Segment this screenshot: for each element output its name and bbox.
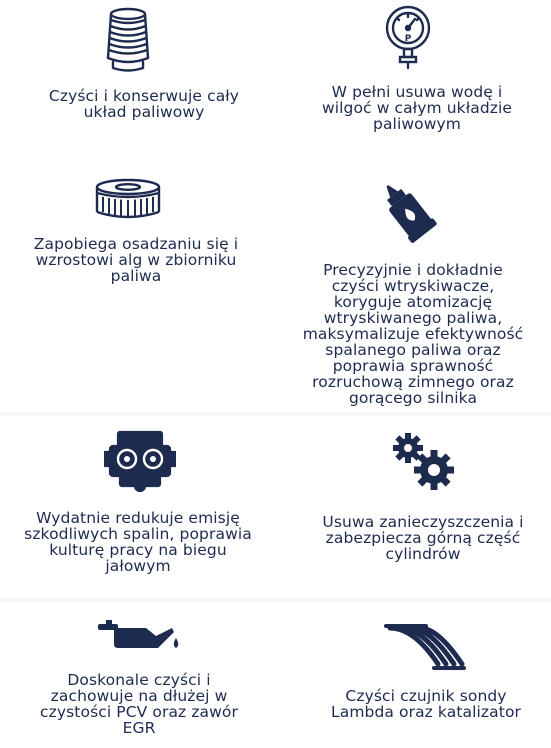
feature-text: W pełni usuwa wodę i wilgoć w całym układzie paliwowym	[321, 83, 513, 133]
svg-text:P: P	[404, 34, 412, 44]
feature-text: Doskonale czyści i zachowuje na dłużej w czystości PCV oraz zawór EGR	[40, 671, 238, 737]
pressure-gauge-icon	[382, 4, 434, 70]
feature-text: Wydatnie redukuje emisję szkodliwych spalin, poprawia kulturę pracy na biegu jałowym	[24, 509, 252, 575]
feature-text: Czyści i konserwuje cały układ paliwowy	[48, 87, 240, 121]
row-band	[0, 0, 551, 164]
feature-text: Usuwa zanieczyszczenia i zabezpiecza górną część cylindrów	[322, 513, 524, 563]
feature-text: Precyzyjnie i dokładnie czyści wtryskiwacze, koryguje atomizację wtryskiwanego paliwa, maksymalizuje efektywność spalanego paliwa oraz poprawia sprawność rozruchową zimnego oraz gorącego silnika	[302, 261, 524, 407]
engine-icon	[104, 428, 176, 492]
feature-text: Zapobiega osadzaniu się i wzrostowi alg w zbiorniku paliwa	[33, 235, 239, 285]
round-filter-icon	[94, 178, 162, 222]
injector-bottle-icon	[372, 176, 442, 246]
exhaust-manifold-icon	[384, 620, 466, 672]
feature-text: Czyści czujnik sondy Lambda oraz katalizator	[330, 687, 521, 721]
oil-can-icon	[96, 616, 180, 658]
air-filter-icon	[104, 6, 152, 72]
gears-icon	[392, 432, 456, 492]
